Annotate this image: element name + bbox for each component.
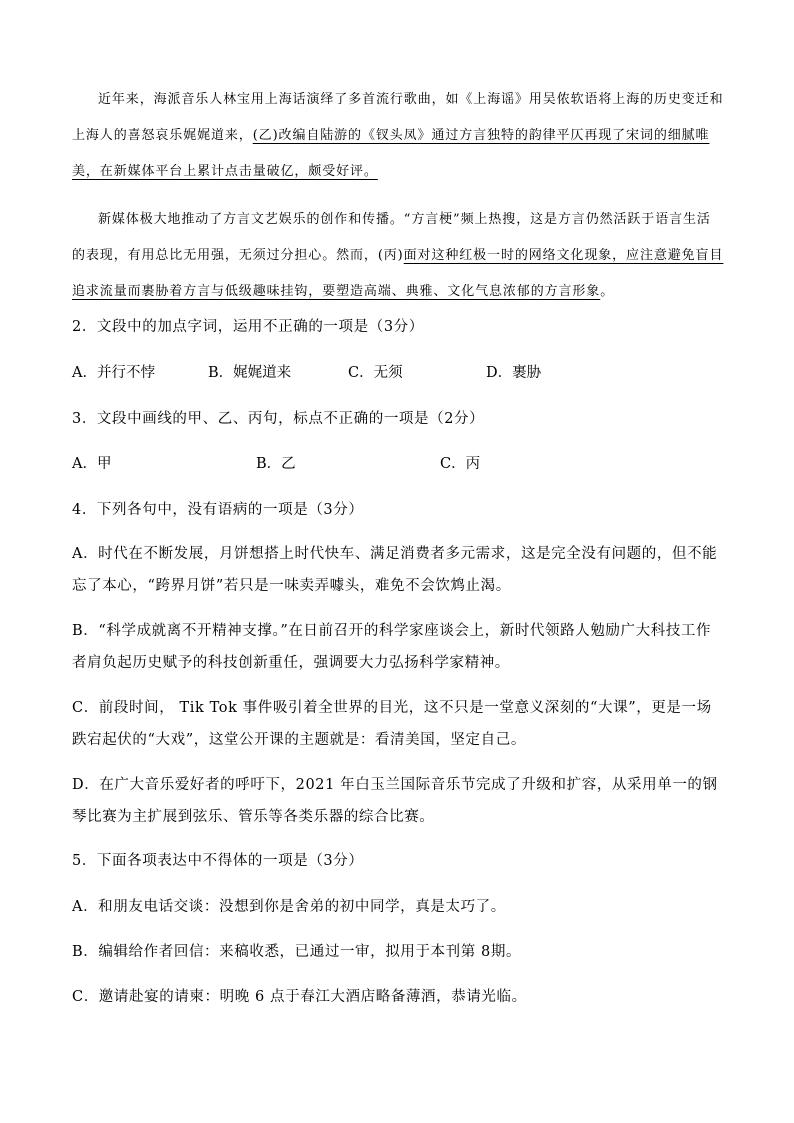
question-2-options (72, 357, 724, 389)
q3-option-c: C．丙 (440, 456, 481, 472)
question-5-stem: 5．下面各项表达中不得体的一项是（3分） (72, 853, 364, 869)
q4-option-a: A．时代在不断发展，月饼想搭上时代快车、满足消费者多元需求，这是完全没有问题的，但不能忘了本心，“跨界月饼”若只是一味卖弄噱头，难免不会饮鸩止渴。 (72, 546, 718, 594)
question-2-stem: 2．文段中的加点字词，运用不正确的一项是（3分） (72, 319, 424, 335)
passage-2-sentence: 新媒体极大地推动了方言文艺娱乐的创作和传播。“方言梗”频上热搜，这是方言仍然活跃于语言生活的表现，有用总比无用强，无须过分担心。然而， (72, 212, 711, 263)
period: 。 (600, 284, 615, 299)
q2-option-a: A．并行不悖 (72, 365, 155, 381)
q5-option-b: B．编辑给作者回信：来稿收悉，已通过一审，拟用于本刊第 8期。 (72, 944, 522, 960)
q2-option-b: B．娓娓道来 (208, 365, 292, 381)
question-4-stem: 4．下列各句中，没有语病的一项是（3分） (72, 502, 364, 518)
passage-1-sentence: 近年来，海派音乐人林宝用上海话演绎了多首流行歌曲，如《上海谣》用吴侬软语将上海的历史变迁和上海人的喜怒哀乐娓娓道来， (72, 92, 724, 143)
question-3-stem: 3．文段中画线的甲、乙、丙句，标点不正确的一项是（2分） (72, 411, 485, 427)
q2-option-d: D．裹胁 (486, 365, 542, 381)
q4-option-d: D．在广大音乐爱好者的呼吁下，2021 年白玉兰国际音乐节完成了升级和扩容，从采用单一的钢琴比赛为主扩展到弦乐、管乐等各类乐器的综合比赛。 (72, 777, 718, 825)
underlined-sentence-bing: 面对这种红极一时的网络文化现象，应注意避免盲目追求流量而裹胁着方言与低级趣味挂钩，要塑造高端、典雅、文化气息浓郁的方言形象 (72, 248, 724, 299)
q2-option-c: C．无须 (348, 365, 403, 381)
q5-option-c: C．邀请赴宴的请柬：明晚 6 点于春江大酒店略备薄酒，恭请光临。 (72, 989, 527, 1005)
passage-paragraph-2 (72, 202, 724, 310)
passage-paragraph-1 (72, 82, 724, 190)
q4-option-c: C．前段时间， Tik Tok 事件吸引着全世界的目光，这不只是一堂意义深刻的“大课”，更是一场跌宕起伏的“大戏”，这堂公开课的主题就是：看清美国，坚定自己。 (72, 700, 712, 748)
question-3-options (72, 448, 724, 480)
q3-option-b: B．乙 (256, 456, 296, 472)
q3-option-a: A．甲 (72, 456, 112, 472)
marker-bing: (丙) (377, 248, 404, 263)
underlined-sentence-yi: (乙)改编自陆游的《钗头凤》通过方言独特的韵律平仄再现了宋词的细腻唯美，在新媒体平台上累计点击量破亿，颇受好评。 (72, 128, 710, 179)
q4-option-b: B．“科学成就离不开精神支撑。”在日前召开的科学家座谈会上，新时代领路人勉励广大科技工作者肩负起历史赋予的科技创新重任，强调要大力弘扬科学家精神。 (72, 623, 712, 671)
q5-option-a: A．和朋友电话交谈：没想到你是舍弟的初中同学，真是太巧了。 (72, 899, 506, 915)
